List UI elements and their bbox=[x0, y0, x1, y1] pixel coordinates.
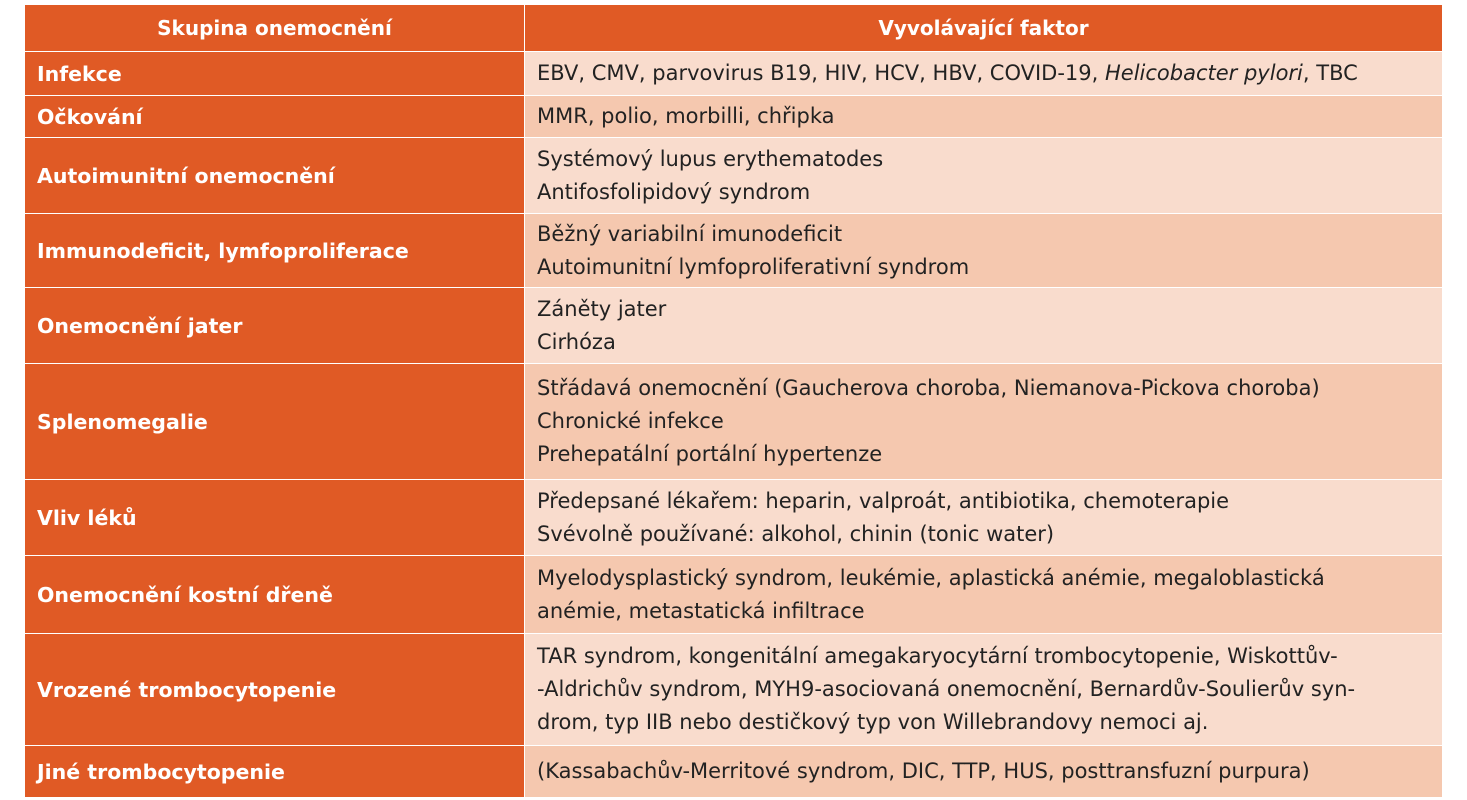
factor-line: MMR, polio, morbilli, chřipka bbox=[537, 104, 835, 128]
factor-text: EBV, CMV, parvovirus B19, HIV, HCV, HBV, COVID-19, bbox=[537, 61, 1105, 85]
category-cell: Immunodeficit, lymfoproliferace bbox=[25, 214, 525, 288]
factor-line: Běžný variabilní imunodeficit bbox=[537, 221, 843, 246]
factor-line: Svévolně používané: alkohol, chinin (tonic water) bbox=[537, 521, 1055, 546]
header-disease-group: Skupina onemocnění bbox=[25, 5, 525, 52]
factor-text: , TBC bbox=[1302, 61, 1358, 85]
category-cell: Infekce bbox=[25, 52, 525, 96]
table-row bbox=[25, 52, 1443, 96]
factor-line: Antifosfolipidový syndrom bbox=[537, 179, 811, 204]
factor-cell bbox=[525, 364, 1443, 480]
table-row bbox=[25, 214, 1443, 288]
category-cell: Vrozené trombocytopenie bbox=[25, 634, 525, 746]
category-cell: Onemocnění kostní dřeně bbox=[25, 556, 525, 634]
table-row bbox=[25, 556, 1443, 634]
table-row bbox=[25, 96, 1443, 138]
factor-cell bbox=[525, 138, 1443, 214]
factor-line: Prehepatální portální hypertenze bbox=[537, 442, 883, 466]
factor-line: anémie, metastatická infiltrace bbox=[537, 598, 865, 623]
factor-italic-text: Helicobacter pylori bbox=[1105, 61, 1303, 85]
factor-line: -Aldrichův syndrom, MYH9-asociovaná onemocnění, Bernardův-Soulierův syn- bbox=[537, 677, 1356, 701]
factor-line: Střádavá onemocnění (Gaucherova choroba, Niemanova-Pickova choroba) bbox=[537, 376, 1320, 400]
factor-cell bbox=[525, 214, 1443, 288]
factor-cell bbox=[525, 746, 1443, 798]
factor-cell bbox=[525, 480, 1443, 556]
factor-cell bbox=[525, 634, 1443, 746]
factor-line: (Kassabachův-Merritové syndrom, DIC, TTP, HUS, posttransfuzní purpura) bbox=[537, 759, 1310, 783]
table-row bbox=[25, 364, 1443, 480]
header-row bbox=[25, 5, 1443, 52]
table-row bbox=[25, 480, 1443, 556]
table bbox=[24, 4, 1443, 798]
factor-line: TAR syndrom, kongenitální amegakaryocytární trombocytopenie, Wiskottův- bbox=[537, 644, 1338, 668]
factor-line: Autoimunitní lymfoproliferativní syndrom bbox=[537, 254, 970, 279]
factor-line: Záněty jater bbox=[537, 296, 667, 321]
category-cell: Splenomegalie bbox=[25, 364, 525, 480]
factor-cell bbox=[525, 52, 1443, 96]
factor-cell bbox=[525, 96, 1443, 138]
factor-line: Cirhóza bbox=[537, 329, 616, 354]
factor-cell bbox=[525, 288, 1443, 364]
category-cell: Vliv léků bbox=[25, 480, 525, 556]
factor-line: Systémový lupus erythematodes bbox=[537, 146, 884, 171]
header-trigger-factor: Vyvolávající faktor bbox=[525, 5, 1443, 52]
factor-line: Chronické infekce bbox=[537, 409, 724, 433]
table-row bbox=[25, 288, 1443, 364]
table-row bbox=[25, 634, 1443, 746]
factor-line: drom, typ IIB nebo destičkový typ von Willebrandovy nemoci aj. bbox=[537, 710, 1209, 734]
disease-trigger-table bbox=[24, 4, 1442, 797]
factor-line: Myelodysplastický syndrom, leukémie, aplastická anémie, megaloblastická bbox=[537, 565, 1325, 590]
category-cell: Autoimunitní onemocnění bbox=[25, 138, 525, 214]
category-cell: Očkování bbox=[25, 96, 525, 138]
factor-line: Předepsané lékařem: heparin, valproát, antibiotika, chemoterapie bbox=[537, 488, 1230, 513]
table-row bbox=[25, 138, 1443, 214]
category-cell: Jiné trombocytopenie bbox=[25, 746, 525, 798]
table-row bbox=[25, 746, 1443, 798]
category-cell: Onemocnění jater bbox=[25, 288, 525, 364]
factor-cell bbox=[525, 556, 1443, 634]
